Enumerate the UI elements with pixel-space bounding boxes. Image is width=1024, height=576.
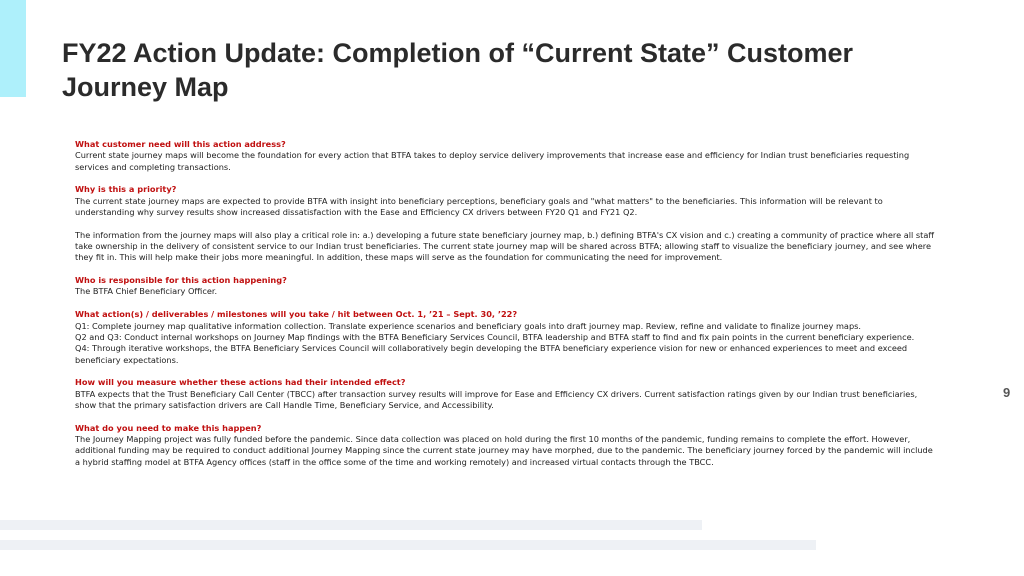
footer-band-bottom (0, 540, 816, 550)
section-paragraph: Current state journey maps will become the foundation for every action that BTFA takes to deploy service delivery improvements that increase ease and efficiency for Indian trust beneficiaries requesting services and completing transactions. (75, 150, 910, 172)
content-section (75, 309, 937, 366)
section-paragraph: Q1: Complete journey map qualitative information collection. Translate experience scenarios and beneficiary goals into draft journey map. Review, refine and validate to finalize journey maps. (75, 320, 862, 331)
page-number: 9 (1003, 385, 1011, 400)
section-paragraph: The current state journey maps are expected to provide BTFA with insight into beneficiary perceptions, beneficiary goals and "what matters" to the beneficiaries. This information will be relevant to understanding why survey results show increased dissatisfaction with the Ease and Efficiency CX drivers between FY20 Q1 and FY21 Q2. (75, 195, 883, 218)
content-section (75, 275, 937, 298)
content-section (75, 139, 937, 173)
section-paragraph: Q2 and Q3: Conduct internal workshops on Journey Map findings with the BTFA Beneficiary Services Council, BTFA leadership and BTFA staff to find and fix pain points in the current beneficiary experience. (75, 331, 915, 342)
section-paragraph: BTFA expects that the Trust Beneficiary Call Center (TBCC) after transaction survey results will improve for Ease and Efficiency CX drivers. Current satisfaction ratings given by our Indian trust beneficiaries, show that the primary satisfaction drivers are Call Handle Time, Beneficiary Service, and Accessibility. (75, 388, 918, 410)
slide-content (75, 139, 937, 479)
accent-bar (0, 0, 26, 97)
section-question: What do you need to make this happen? (75, 422, 262, 433)
content-section (75, 423, 937, 468)
footer-band-top (0, 520, 702, 530)
section-question: What customer need will this action address? (75, 139, 286, 149)
content-section (75, 184, 937, 218)
content-section (75, 230, 937, 264)
section-paragraph: The BTFA Chief Beneficiary Officer. (75, 286, 218, 297)
section-paragraph: The information from the journey maps will also play a critical role in: a.) developing a future state beneficiary journey map, b.) defining BTFA's CX vision and c.) creating a community of practice where all staff take ownership in the delivery of consistent service to our Indian trust beneficiaries. The current state journey map will be shared across BTFA; allowing staff to visualize the beneficiary journey, and see where they fit in. This will help make their jobs more meaningful. In addition, these maps will serve as the foundation for communicating the need for improvement. (75, 229, 935, 263)
content-section (75, 377, 937, 411)
section-question: How will you measure whether these actions had their intended effect? (75, 377, 406, 388)
section-question: Who is responsible for this action happening? (75, 275, 287, 286)
section-paragraph: The Journey Mapping project was fully funded before the pandemic. Since data collection was placed on hold during the first 10 months of the pandemic, funding remains to complete the effort. However, additional funding may be required to conduct additional Journey Mapping since the current state journey may have morphed, due to the pandemic. The beneficiary journey forced by the pandemic will include a hybrid staffing model at BTFA Agency offices (staff in the office some of the time and working remotely) and increased virtual contacts through the TBCC. (75, 433, 933, 467)
section-paragraph: Q4: Through iterative workshops, the BTFA Beneficiary Services Council will collaboratively begin developing the BTFA beneficiary experience vision for new or enhanced experiences to meet and exceed beneficiary expectations. (75, 343, 908, 365)
section-question: Why is this a priority? (75, 184, 177, 195)
slide-title: FY22 Action Update: Completion of “Current State” Customer Journey Map (62, 38, 854, 102)
section-question: What action(s) / deliverables / milestones will you take / hit between Oct. 1, ’21 – Sept. 30, ’22? (75, 309, 518, 320)
